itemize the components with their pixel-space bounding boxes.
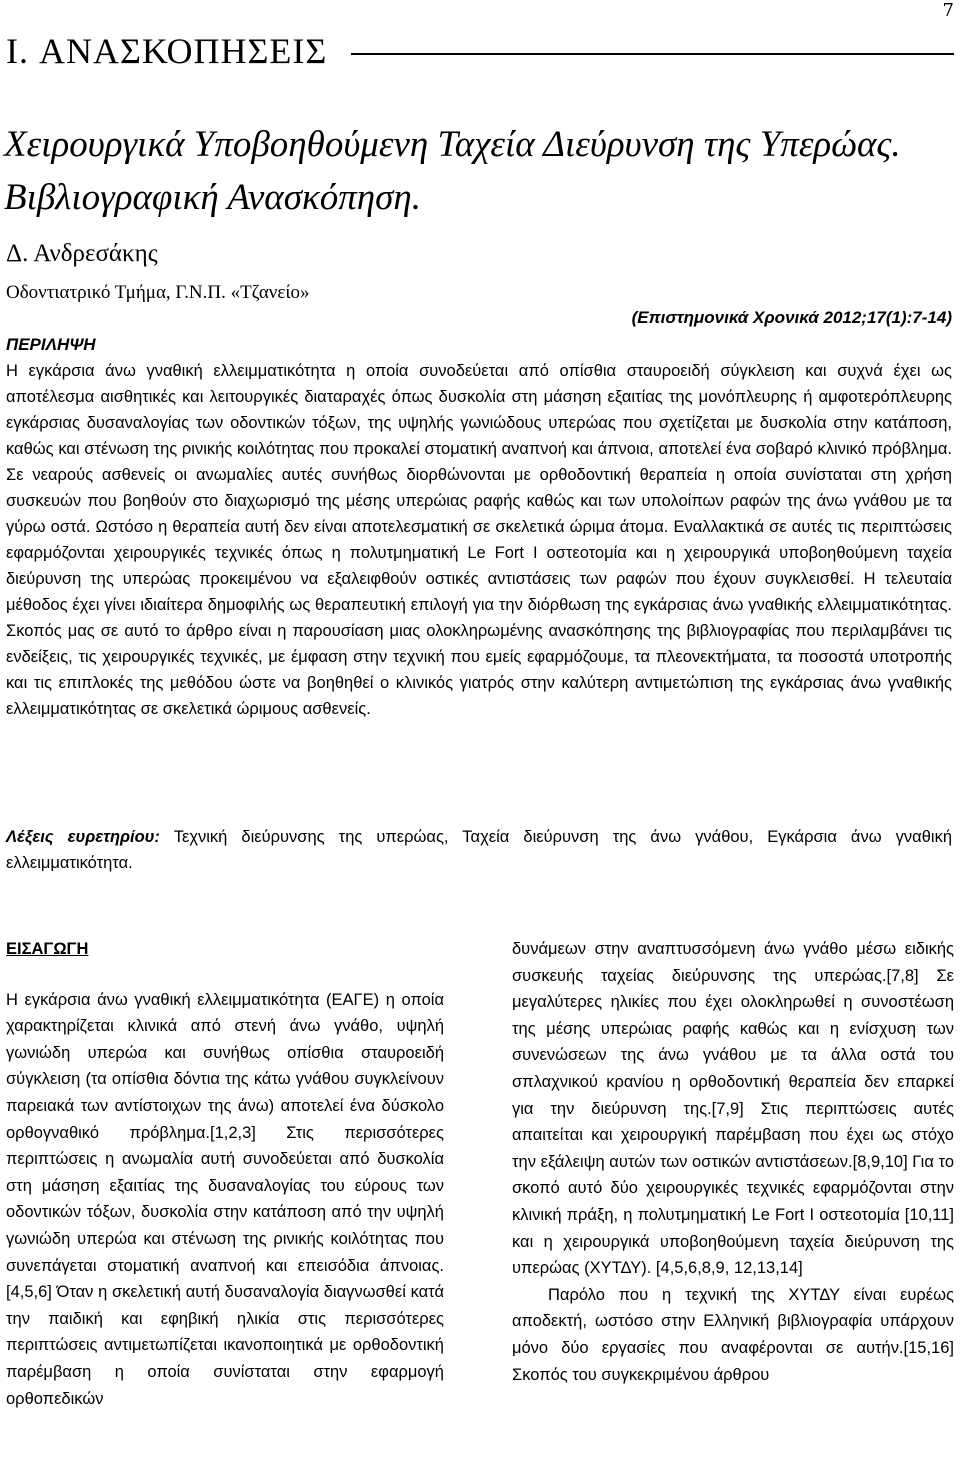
keywords-text: Τεχνική διεύρυνσης της υπερώας, Ταχεία διεύρυνση της άνω γνάθου, Εγκάρσια άνω γναθική ελλειμματικότητα. [6,828,952,872]
section-heading [6,30,954,72]
journal-citation: (Επιστημονικά Χρονικά 2012;17(1):7-14) [631,308,952,327]
intro-left-paragraph: Η εγκάρσια άνω γναθική ελλειμματικότητα (ΕΑΓΕ) η οποία χαρακτηρίζεται κλινικά από στενή άνω γνάθο, υψηλή γωνιώδη υπερώα και συνήθως οπίσθια σταυροειδή σύγκλειση (τα οπίσθια δόντια της κάτω γνάθου συγκλείνουν παρειακά των αντίστοιχων της άνω) αποτελεί ένα δύσκολο ορθογναθικό πρόβλημα.[1,2,3] Στις περισσότερες περιπτώσεις η ανωμαλία αυτή συνοδεύεται από δυσκολία στη μάσηση εξαιτίας της δυσαναλογίας του εύρους των οδοντικών τόξων, δυσκολία στην κατάποση από την υψηλή γωνιώδη υπερώα και στένωση της ρινικής κοιλότητας που συνεπάγεται στοματική αναπνοή και επεισόδια άπνοιας.[4,5,6] Όταν η σκελετική αυτή δυσαναλογία διαγνωσθεί κατά την παιδική και εφηβική ηλικία στις περισσότερες περιπτώσεις αντιμετωπίζεται ικανοποιητικά με ορθοδοντική παρέμβαση η οποία συνίσταται στην εφαρμογή ορθοπεδικών [6,990,444,1408]
article-title: Χειρουργικά Υποβοηθούμενη Ταχεία Διεύρυνση της Υπερώας. Βιβλιογραφική Ανασκόπηση. [4,124,901,218]
keywords [6,824,952,876]
keywords-label: Λέξεις ευρετηρίου: [6,828,160,846]
intro-right-paragraph-2: Παρόλο που η τεχνική της ΧΥΤΔΥ είναι ευρέως αποδεκτή, ωστόσο στην Ελληνική βιβλιογραφία υπάρχουν μόνο δύο εργασίες που αναφέρονται σε αυτήν.[15,16] Σκοπός του συγκεκριμένου άρθρου [512,1285,954,1384]
page-number: 7 [942,0,954,21]
intro-right-column [512,936,954,1388]
article-author: Δ. Ανδρεσάκης [6,240,158,267]
section-heading-text: I. ΑΝΑΣΚΟΠΗΣΕΙΣ [6,31,328,71]
intro-left-column [6,936,444,1412]
abstract-heading: ΠΕΡΙΛΗΨΗ [6,335,96,354]
intro-heading: ΕΙΣΑΓΩΓΗ [6,940,89,958]
article-affiliation: Οδοντιατρικό Τμήμα, Γ.Ν.Π. «Τζανείο» [6,282,310,303]
abstract-text: Η εγκάρσια άνω γναθική ελλειμματικότητα η οποία συνοδεύεται από οπίσθια σταυροειδή σύγκλειση και συχνά έχει ως αποτέλεσμα αισθητικές και λειτουργικές διαταραχές όπως δυσκολία στη μάσηση εξαιτίας της μονόπλευρης ή αμφοτερόπλευρης εγκάρσιας δυσαναλογίας των οδοντικών τόξων, της υψηλής γωνιώδους υπερώας που σχετίζεται με δυσκολία στην κατάποση, καθώς και στένωση της ρινικής κοιλότητας που προκαλεί στοματική αναπνοή και άπνοια, αποτελεί ένα σοβαρό κλινικό πρόβλημα. Σε νεαρούς ασθενείς οι ανωμαλίες αυτές συνήθως διορθώνονται με ορθοδοντική θεραπεία η οποία συνίσταται στη χρήση συσκευών που βοηθούν στο διαχωρισμό της μέσης υπερώιας ραφής καθώς και των υπολοίπων ραφών της άνω γνάθου με τα γύρω οστά. Ωστόσο η θεραπεία αυτή δεν είναι αποτελεσματική σε σκελετικά ώριμα άτομα. Εναλλακτικά σε αυτές τις περιπτώσεις εφαρμόζονται χειρουργικές τεχνικές όπως η πολυτμηματική Le Fort I οστεοτομία και η χειρουργικά υποβοηθούμενη ταχεία διεύρυνση της υπερώας προκειμένου να εξαλειφθούν οστικές αντιστάσεις των ραφών που έχουν συγκλεισθεί. Η τελευταία μέθοδος έχει γίνει ιδιαίτερα δημοφιλής ως θεραπευτική επιλογή για την διόρθωση της εγκάρσιας άνω γναθικής ελλειμματικότητας. Σκοπός μας σε αυτό το άρθρο είναι η παρουσίαση μιας ολοκληρωμένης ανασκόπησης της βιβλιογραφίας που περιλαμβάνει τις ενδείξεις, τις χειρουργικές τεχνικές, με έμφαση στην τεχνική που εμείς εφαρμόζουμε, τα πλεονεκτήματα, τα ποσοστά υποτροπής και τις επιπλοκές της μεθόδου ώστε να βοηθηθεί ο κλινικός γιατρός στην καλύτερη αντιμετώπιση της εγκάρσιας άνω γναθικής ελλειμματικότητας σε σκελετικά ώριμους ασθενείς. [6,362,952,718]
intro-right-paragraph-1: δυνάμεων στην αναπτυσσόμενη άνω γνάθο μέσω ειδικής συσκευής ταχείας διεύρυνσης της υπερώας.[7,8] Σε μεγαλύτερες ηλικίες που έχει ολοκληρωθεί η συνοστέωση της μέσης υπερώιας ραφής καθώς και η ενίσχυση των συνενώσεων της άνω γνάθου με τα άλλα οστά του σπλαχνικού κρανίου η ορθοδοντική θεραπεία δεν επαρκεί για την διεύρυνση της.[7,9] Στις περιπτώσεις αυτές απαιτείται και χειρουργική παρέμβαση που έχει ως στόχο την εξάλειψη αυτών των οστικών αντιστάσεων.[8,9,10] Για το σκοπό αυτό δύο χειρουργικές τεχνικές εφαρμόζονται στην κλινική πράξη, η πολυτμηματική Le Fort I οστεοτομία [10,11] και η χειρουργικά υποβοηθούμενη ταχεία διεύρυνση της υπερώας (ΧΥΤΔΥ). [4,5,6,8,9, 12,13,14] [512,940,954,1278]
section-heading-rule [351,53,954,55]
